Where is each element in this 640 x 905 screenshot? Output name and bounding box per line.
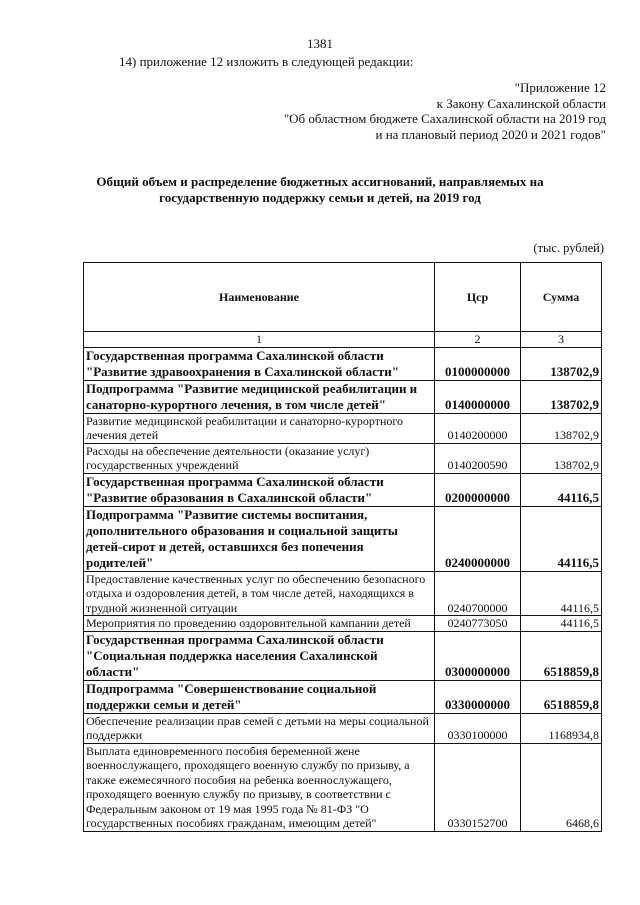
row-sum: 1168934,8	[521, 713, 602, 743]
table-row	[84, 680, 602, 713]
page-number: 1381	[307, 36, 333, 51]
appendix-line-3: "Об областном бюджете Сахалинской области на 2019 год	[283, 111, 606, 126]
row-name: Государственная программа Сахалинской области "Развитие образования в Сахалинской области"	[84, 473, 435, 506]
row-name: Подпрограмма "Совершенствование социальной поддержки семьи и детей"	[84, 680, 435, 713]
col-number-2: 2	[435, 332, 521, 348]
row-code: 0140200000	[435, 413, 521, 443]
row-sum: 138702,9	[521, 443, 602, 473]
row-name: Расходы на обеспечение деятельности (оказание услуг) государственных учреждений	[84, 443, 435, 473]
header-name: Наименование	[84, 263, 435, 332]
row-code: 0330000000	[435, 680, 521, 713]
appendix-line-2: к Закону Сахалинской области	[436, 96, 606, 111]
table-row	[84, 571, 602, 616]
appendix-line-1: "Приложение 12	[514, 80, 606, 95]
table-row	[84, 743, 602, 831]
row-code: 0240700000	[435, 571, 521, 616]
row-code: 0330100000	[435, 713, 521, 743]
units-label: (тыс. рублей)	[533, 241, 604, 255]
document-title	[60, 174, 580, 206]
table-row	[84, 413, 602, 443]
row-name: Развитие медицинской реабилитации и санаторно-курортного лечения детей	[84, 413, 435, 443]
row-name: Государственная программа Сахалинской области "Социальная поддержка населения Сахалинской области"	[84, 631, 435, 680]
row-sum: 44116,5	[521, 506, 602, 571]
col-number-3: 3	[521, 332, 602, 348]
row-sum: 44116,5	[521, 473, 602, 506]
row-code: 0140200590	[435, 443, 521, 473]
row-sum: 6518859,8	[521, 680, 602, 713]
intro-text: 14) приложение 12 изложить в следующей редакции:	[119, 54, 414, 69]
budget-table	[83, 262, 602, 832]
row-code: 0240773050	[435, 616, 521, 632]
title-line-1: Общий объем и распределение бюджетных ассигнований, направляемых на	[96, 174, 544, 189]
row-sum: 138702,9	[521, 380, 602, 413]
row-sum: 6468,6	[521, 743, 602, 831]
row-name: Мероприятия по проведению оздоровительной кампании детей	[84, 616, 435, 632]
appendix-line-4: и на плановый период 2020 и 2021 годов"	[375, 127, 606, 142]
table-row	[84, 631, 602, 680]
table-header-row	[84, 263, 602, 332]
header-sum: Сумма	[521, 263, 602, 332]
row-name: Государственная программа Сахалинской области "Развитие здравоохранения в Сахалинской области"	[84, 347, 435, 380]
row-code: 0330152700	[435, 743, 521, 831]
table-row	[84, 713, 602, 743]
title-line-2: государственную поддержку семьи и детей, на 2019 год	[159, 190, 481, 205]
table-row	[84, 616, 602, 632]
row-code: 0300000000	[435, 631, 521, 680]
row-sum: 44116,5	[521, 616, 602, 632]
table-row	[84, 506, 602, 571]
column-number-row	[84, 332, 602, 348]
row-code: 0140000000	[435, 380, 521, 413]
row-sum: 44116,5	[521, 571, 602, 616]
row-name: Подпрограмма "Развитие медицинской реабилитации и санаторно-курортного лечения, в том числе детей"	[84, 380, 435, 413]
header-code: Цср	[435, 263, 521, 332]
col-number-1: 1	[84, 332, 435, 348]
row-name: Предоставление качественных услуг по обеспечению безопасного отдыха и оздоровления детей, в том числе детей, находящихся в трудной жизненной ситуации	[84, 571, 435, 616]
row-name: Подпрограмма "Развитие системы воспитания, дополнительного образования и социальной защиты детей-сирот и детей, оставшихся без попечения родителей"	[84, 506, 435, 571]
row-code: 0240000000	[435, 506, 521, 571]
row-name: Обеспечение реализации прав семей с детьми на меры социальной поддержки	[84, 713, 435, 743]
row-sum: 6518859,8	[521, 631, 602, 680]
table-row	[84, 473, 602, 506]
table-row	[84, 443, 602, 473]
row-name: Выплата единовременного пособия беременной жене военнослужащего, проходящего военную службу по призыву, а также ежемесячного пособия на ребенка военнослужащего, проходящего военную службу по призыву, в соответствии с Федеральным законом от 19 мая 1995 года № 81-ФЗ "О государственных пособиях гражданам, имеющим детей"	[84, 743, 435, 831]
row-sum: 138702,9	[521, 347, 602, 380]
table-row	[84, 347, 602, 380]
row-sum: 138702,9	[521, 413, 602, 443]
table-row	[84, 380, 602, 413]
row-code: 0100000000	[435, 347, 521, 380]
row-code: 0200000000	[435, 473, 521, 506]
